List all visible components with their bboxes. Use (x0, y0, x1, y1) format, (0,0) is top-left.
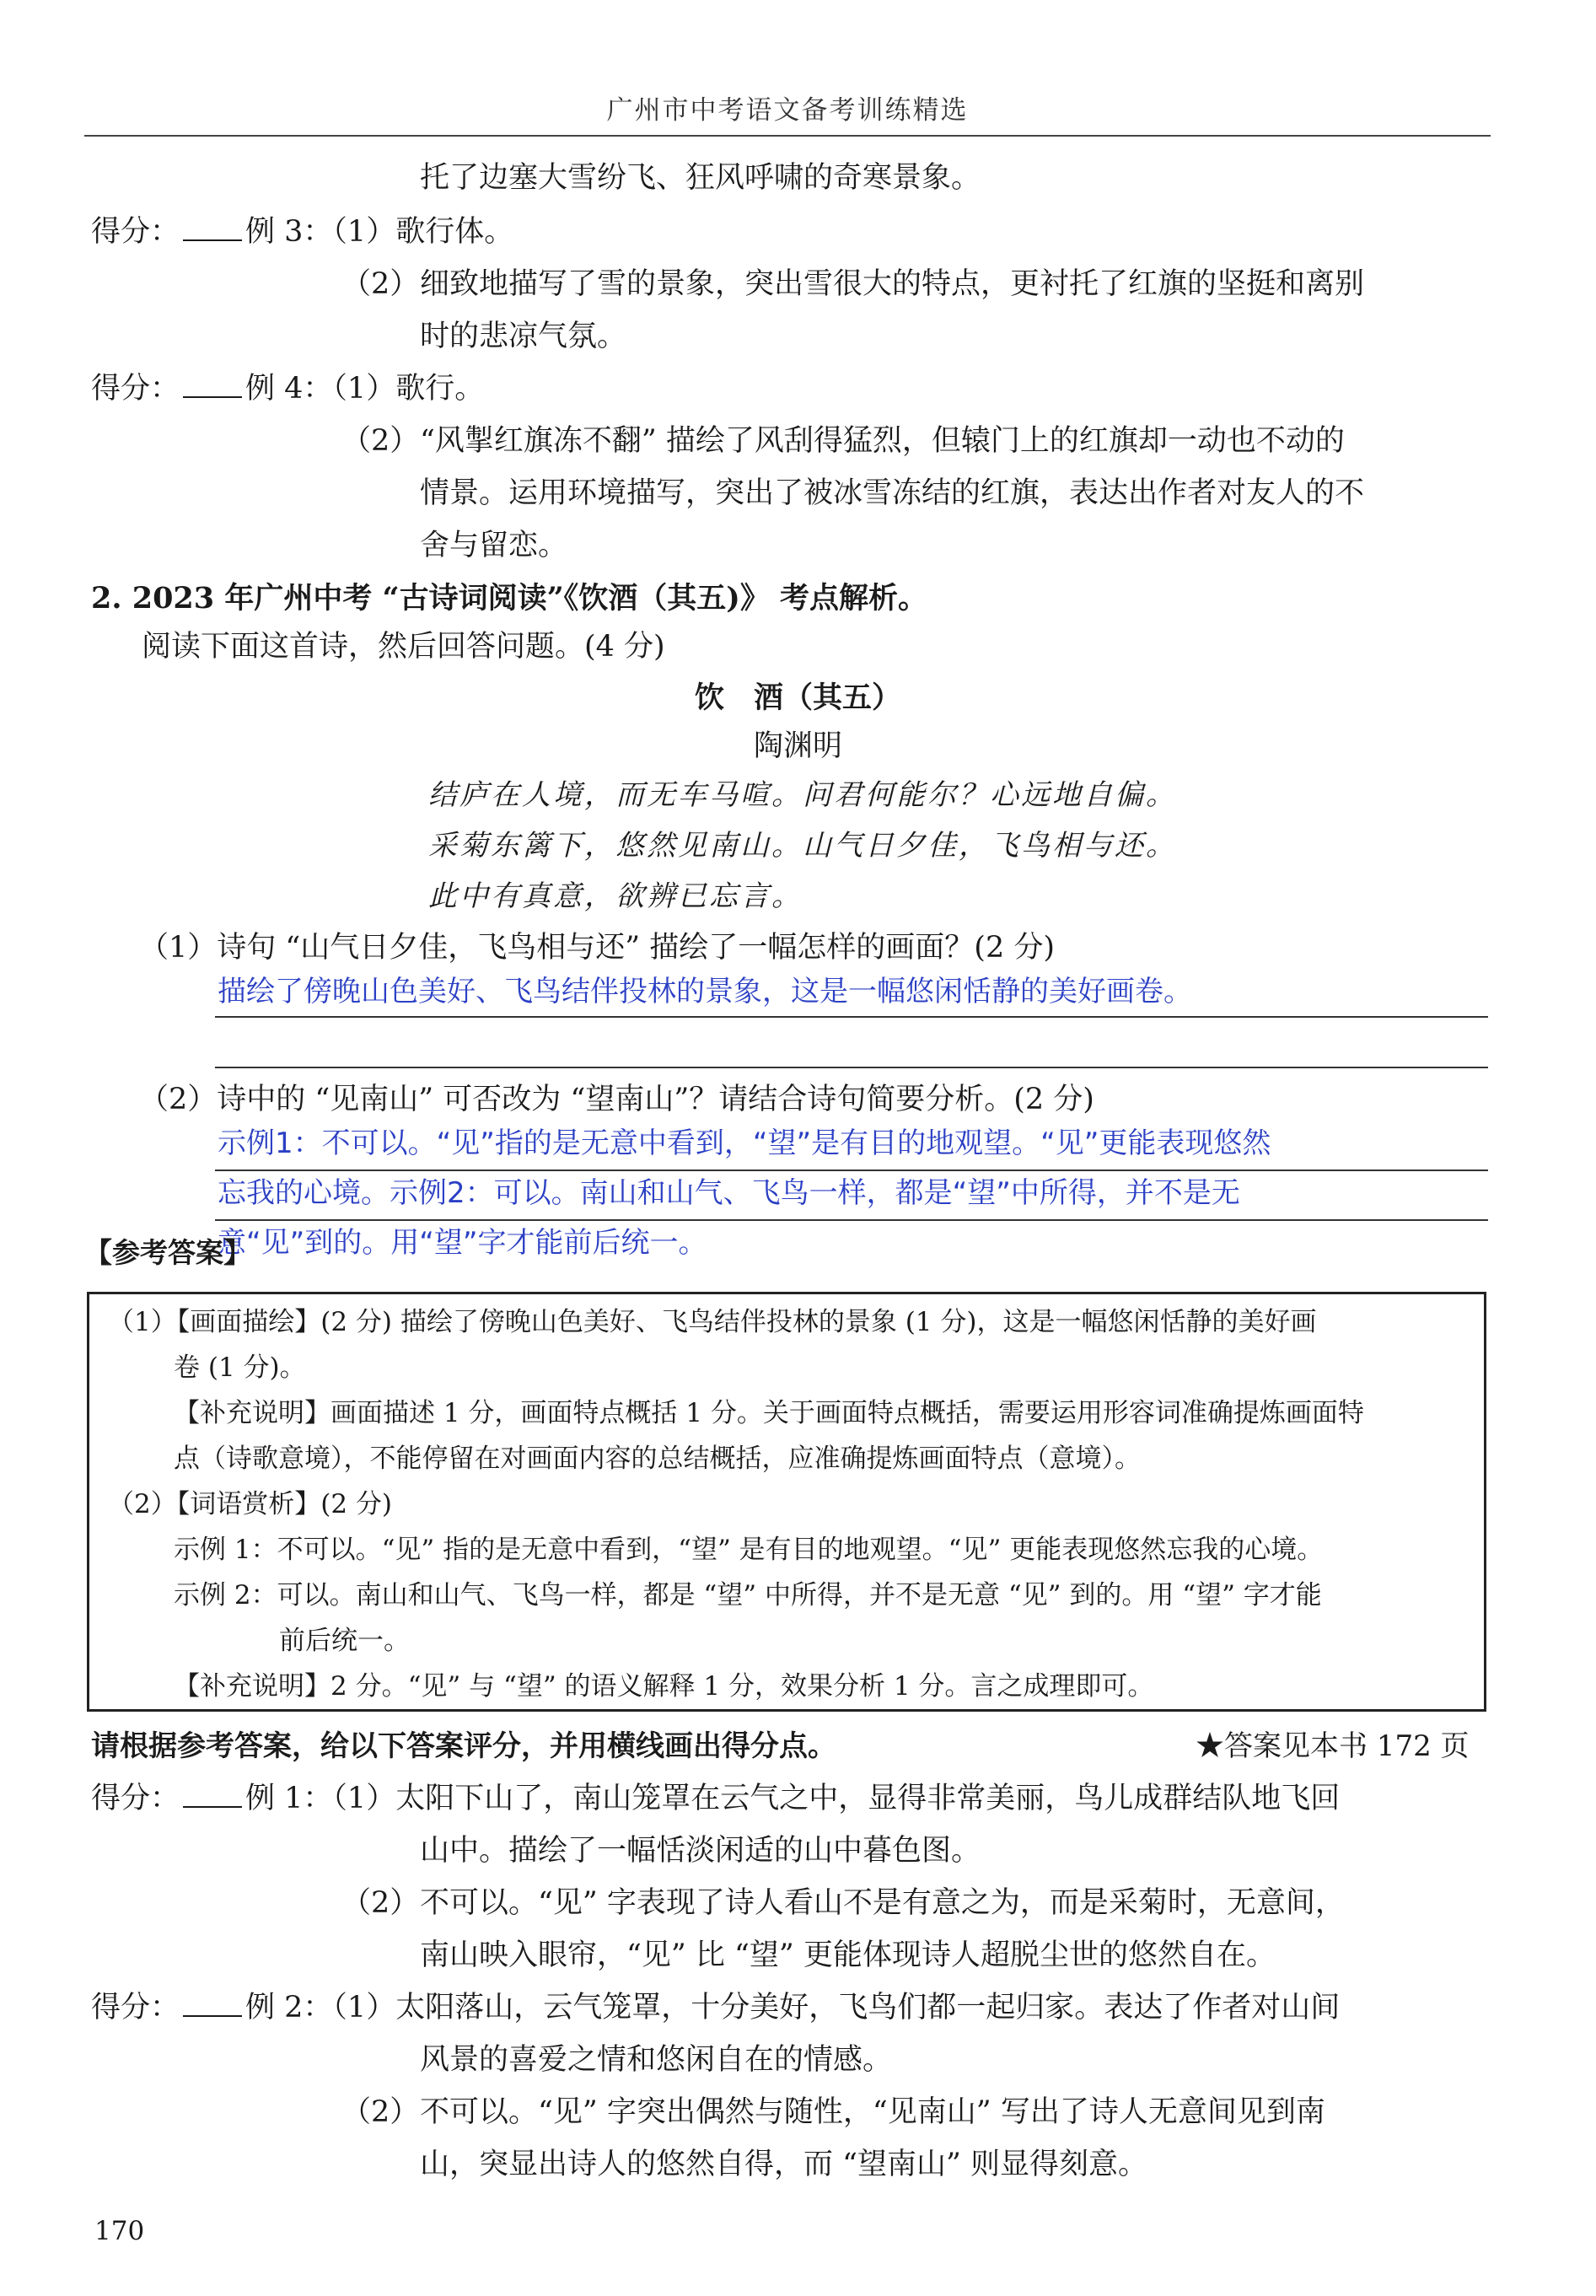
answer-text: 山中。描绘了一幅恬淡闲适的山中暮色图。 (420, 1834, 981, 1868)
score-label: 得分： (91, 1991, 180, 2024)
reference-line: 前后统一。 (279, 1626, 410, 1656)
answer-line (215, 1016, 1488, 1018)
answer-number: （2） (341, 2095, 420, 2129)
poem-line: 采菊东篱下，悠然见南山。山气日夕佳，飞鸟相与还。 (428, 829, 1177, 863)
example-label: 例 1： (245, 1782, 333, 1815)
answer-text: 情景。运用环境描写，突出了被冰雪冻结的红旗，表达出作者对友人的不 (420, 476, 1365, 510)
poem-line: 此中有真意，欲辨已忘言。 (428, 879, 803, 913)
instruction-text: 阅读下面这首诗，然后回答问题。(4 分) (142, 630, 665, 664)
reference-line: （2）【词语赏析】(2 分) (108, 1489, 392, 1519)
reference-line: （1）【画面描绘】(2 分) 描绘了傍晚山色美好、飞鸟结伴投林的景象 (1 分)，这是一幅悠闲恬静的美好画 (108, 1307, 1317, 1337)
answer-number: （1） (332, 372, 396, 406)
answer-page-reference: ★答案见本书 172 页 (1196, 1729, 1470, 1763)
question-1: （1）诗句 “山气日夕佳，飞鸟相与还” 描绘了一幅怎样的画面？(2 分) (139, 931, 1056, 965)
answer-line (215, 1067, 1488, 1068)
answer-number: （2） (341, 1886, 420, 1920)
ex3-score-row (91, 214, 513, 251)
ex1-score-row (91, 1781, 1340, 1818)
answer-text: 风景的喜爱之情和悠闲自在的情感。 (420, 2043, 893, 2077)
handwritten-answer-2[interactable]: 示例1：不可以。“见”指的是无意中看到，“望”是有目的地观望。“见”更能表现悠然 (218, 1126, 1271, 1160)
page-header-title: 广州市中考语文备考训练精选 (606, 95, 969, 126)
answer-text: 不可以。“见” 字突出偶然与随性，“见南山” 写出了诗人无意间见到南 (420, 2095, 1325, 2129)
ex2-score-row (91, 1990, 1340, 2027)
reference-note: 【补充说明】2 分。“见” 与 “望” 的语义解释 1 分，效果分析 1 分。言之成理即可。 (174, 1671, 1154, 1702)
answer-number: （2） (341, 424, 420, 458)
answer-text: 歌行体。 (395, 215, 514, 249)
reference-answer-label: 【参考答案】 (84, 1236, 251, 1269)
header-divider (84, 135, 1491, 137)
example-label: 例 4： (245, 372, 333, 406)
answer-text: 细致地描写了雪的景象，突出雪很大的特点，更衬托了红旗的坚挺和离别 (420, 267, 1365, 301)
handwritten-answer-2[interactable]: 意“见”到的。用“望”字才能前后统一。 (218, 1226, 707, 1260)
answer-text: 南山映入眼帘，“见” 比 “望” 更能体现诗人超脱尘世的悠然自在。 (420, 1938, 1276, 1972)
grading-instruction: 请根据参考答案，给以下答案评分，并用横线画出得分点。 (91, 1729, 836, 1763)
continued-answer-text: 托了边塞大雪纷飞、狂风呼啸的奇寒景象。 (420, 161, 981, 195)
poem-line: 结庐在人境，而无车马喧。问君何能尔？心远地自偏。 (428, 778, 1177, 812)
poem-author: 陶渊明 (753, 729, 842, 763)
reference-line: 卷 (1 分)。 (174, 1352, 306, 1383)
answer-text: 舍与留恋。 (420, 529, 568, 562)
answer-text: 山，突显出诗人的悠然自得，而 “望南山” 则显得刻意。 (420, 2148, 1148, 2181)
answer-text: “风掣红旗冻不翻” 描绘了风刮得猛烈，但辕门上的红旗却一动也不动的 (420, 424, 1345, 458)
score-label: 得分： (91, 215, 180, 249)
score-label: 得分： (91, 1782, 180, 1815)
answer-text: 歌行。 (395, 372, 485, 406)
answer-number: （1） (332, 1782, 396, 1815)
reference-answer-box (87, 1292, 1486, 1712)
reference-note: 点（诗歌意境），不能停留在对画面内容的总结概括，应准确提炼画面特点（意境）。 (174, 1444, 1141, 1474)
page-number: 170 (94, 2216, 145, 2246)
section-heading: 2. 2023 年广州中考 “古诗词阅读”《饮酒（其五)》 考点解析。 (91, 581, 928, 616)
reference-line: 示例 1：不可以。“见” 指的是无意中看到，“望” 是有目的地观望。“见” 更能表现悠然忘我的心境。 (174, 1535, 1324, 1565)
question-2: （2）诗中的 “见南山” 可否改为 “望南山”？请结合诗句简要分析。(2 分) (139, 1083, 1094, 1116)
answer-text: 太阳落山，云气笼罩，十分美好，飞鸟们都一起归家。表达了作者对山间 (395, 1991, 1341, 2024)
score-blank[interactable] (183, 373, 242, 398)
answer-line (215, 1170, 1488, 1171)
answer-text: 太阳下山了，南山笼罩在云气之中，显得非常美丽，鸟儿成群结队地飞回 (395, 1782, 1341, 1815)
example-label: 例 3： (245, 215, 333, 249)
score-blank[interactable] (183, 216, 242, 241)
poem-title: 饮 酒（其五） (694, 680, 901, 715)
answer-number: （2） (341, 267, 420, 301)
handwritten-answer-1[interactable]: 描绘了傍晚山色美好、飞鸟结伴投林的景象，这是一幅悠闲恬静的美好画卷。 (218, 975, 1192, 1008)
score-blank[interactable] (183, 1782, 242, 1808)
answer-text: 时的悲凉气氛。 (420, 320, 627, 353)
handwritten-answer-2[interactable]: 忘我的心境。示例2：可以。南山和山气、飞鸟一样，都是“望”中所得，并不是无 (218, 1176, 1240, 1210)
reference-note: 【补充说明】画面描述 1 分，画面特点概括 1 分。关于画面特点概括，需要运用形容词准确提炼画面特 (174, 1398, 1364, 1428)
answer-number: （1） (332, 1991, 396, 2024)
example-label: 例 2： (245, 1991, 333, 2024)
reference-line: 示例 2：可以。南山和山气、飞鸟一样，都是 “望” 中所得，并不是无意 “见” 到的。用 “望” 字才能 (174, 1580, 1322, 1610)
answer-number: （1） (332, 215, 396, 249)
score-label: 得分： (91, 372, 180, 406)
answer-text: 不可以。“见” 字表现了诗人看山不是有意之为，而是采菊时，无意间， (420, 1886, 1345, 1920)
answer-line (215, 1219, 1488, 1221)
score-blank[interactable] (183, 1992, 242, 2017)
ex4-score-row (91, 371, 484, 408)
